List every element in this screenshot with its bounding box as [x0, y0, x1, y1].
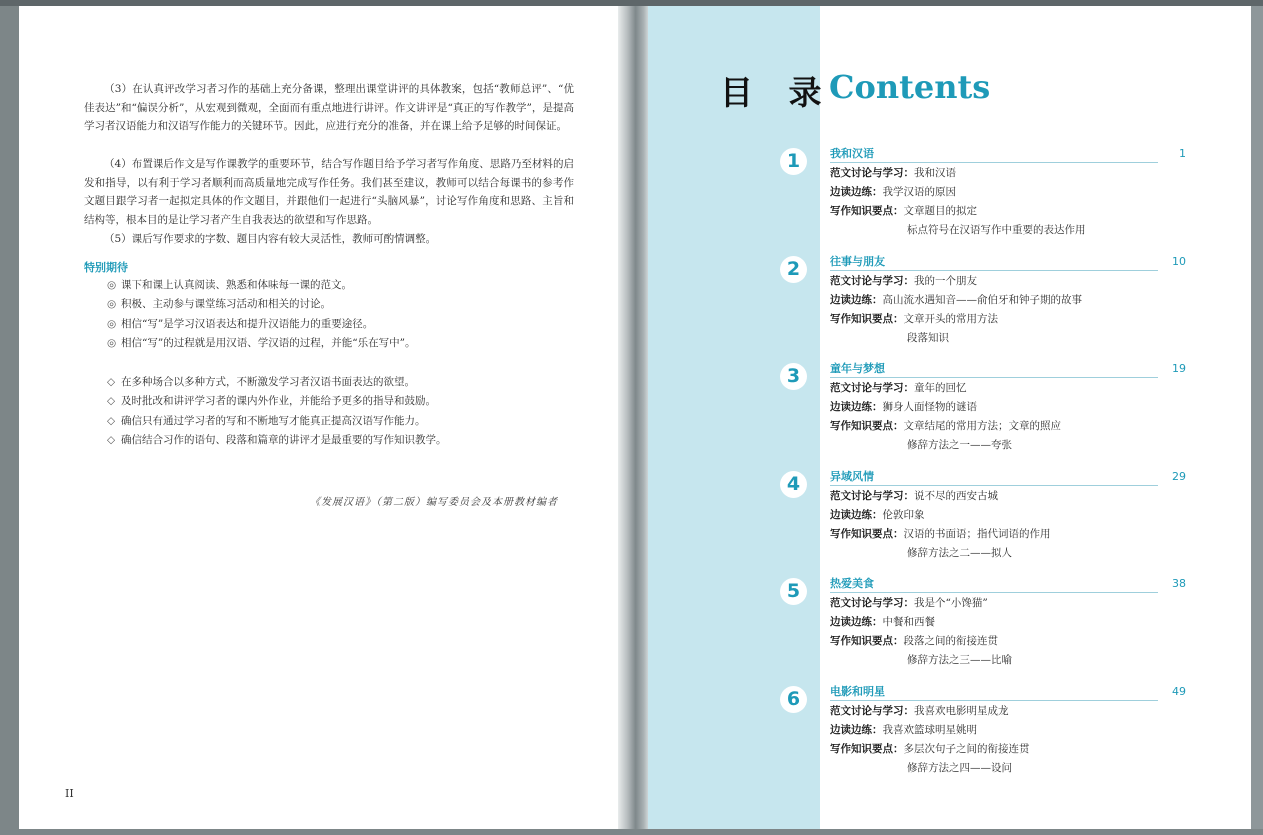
paragraph-3: （3）在认真评改学习者习作的基础上充分备课，整理出课堂讲评的具体教案，包括“教师总评”、“优佳表达”和“偏误分析”，从宏观到微观，全面而有重点地进行讲评。作文讲评是“真正的写作教学”，是提高学习者汉语能力和汉语写作能力的关键环节。因此，应进行充分的准备，并在课上给予足够的时间保证。 — [84, 83, 574, 133]
entry-label: 写作知识要点： — [830, 635, 904, 647]
entry-label: 写作知识要点： — [830, 312, 904, 325]
list-item: ◎ 课下和课上认真阅读、熟悉和体味每一课的范文。 — [107, 276, 415, 295]
unit-page-number[interactable]: 38 — [1172, 577, 1186, 590]
unit-entry[interactable] — [830, 274, 977, 288]
entry-label: 写作知识要点： — [830, 742, 904, 755]
unit-entry[interactable] — [830, 400, 977, 414]
entry-text: 我和汉语 — [914, 167, 956, 179]
entry-text: 童年的回忆 — [914, 382, 967, 394]
entry-text: 伦敦印象 — [882, 508, 925, 521]
unit-entry[interactable] — [830, 704, 1009, 718]
entry-text: 中餐和西餐 — [882, 616, 935, 628]
unit-page-number[interactable]: 10 — [1172, 254, 1186, 268]
unit-title-link[interactable]: 我和汉语 — [830, 147, 1158, 163]
unit-entry[interactable] — [830, 742, 1030, 756]
entry-label: 边读边练： — [830, 293, 883, 306]
unit-entry[interactable] — [830, 489, 998, 503]
bullet-icon: ◎ — [107, 298, 117, 311]
unit-title-link[interactable]: 童年与梦想 — [830, 362, 1158, 378]
page-number: II — [65, 787, 74, 800]
entry-label: 范文讨论与学习： — [830, 382, 914, 394]
entry-text: 我的一个朋友 — [914, 274, 977, 287]
entry-text: 汉语的书面语；指代词语的作用 — [903, 527, 1051, 540]
unit-entry[interactable] — [830, 527, 1051, 541]
bullet-icon: ◎ — [107, 337, 117, 350]
list-item: ◎ 相信“写”的过程就是用汉语、学汉语的过程，并能“乐在写中”。 — [107, 334, 415, 353]
entry-text: 文章题目的拟定 — [903, 205, 977, 217]
unit-number-badge: 2 — [780, 256, 807, 283]
entry-label: 范文讨论与学习： — [830, 167, 914, 179]
unit-page-number[interactable]: 19 — [1172, 362, 1186, 375]
list-item: ◇ 及时批改和讲评学习者的课内外作业，并能给予更多的指导和鼓励。 — [107, 392, 447, 411]
unit-entry[interactable] — [830, 185, 956, 199]
unit-entry[interactable] — [830, 166, 956, 180]
entry-text: 段落之间的衔接连贯 — [903, 635, 998, 647]
unit-entry-continued[interactable]: 修辞方法之三——比喻 — [907, 654, 1012, 666]
entry-text: 文章开头的常用方法 — [903, 312, 998, 325]
unit-entry-continued[interactable]: 段落知识 — [907, 331, 949, 344]
viewer-right-edge — [1251, 6, 1263, 829]
list-item: ◇ 在多种场合以多种方式，不断激发学习者汉语书面表达的欲望。 — [107, 373, 447, 392]
entry-label: 边读边练： — [830, 508, 883, 521]
bullet-icon: ◎ — [107, 279, 117, 291]
entry-text: 多层次句子之间的衔接连贯 — [903, 742, 1030, 755]
entry-text: 我是个“小馋猫” — [914, 597, 988, 609]
unit-title-link[interactable]: 电影和明星 — [830, 685, 1158, 701]
entry-text: 狮身人面怪物的谜语 — [882, 401, 977, 413]
unit-entry-continued[interactable]: 标点符号在汉语写作中重要的表达作用 — [907, 224, 1086, 236]
unit-entry[interactable] — [830, 204, 977, 218]
entry-text: 我喜欢电影明星成龙 — [914, 704, 1009, 717]
unit-number-badge: 6 — [780, 686, 807, 713]
bullet-icon: ◇ — [107, 434, 116, 447]
bullet-icon: ◇ — [107, 376, 116, 388]
list-item: ◎ 相信“写”是学习汉语表达和提升汉语能力的重要途径。 — [107, 315, 415, 334]
unit-number-badge: 4 — [780, 471, 807, 498]
bullet-icon: ◎ — [107, 317, 117, 330]
unit-entry[interactable] — [830, 723, 977, 737]
entry-label: 边读边练： — [830, 401, 883, 413]
list-item: ◎ 积极、主动参与课堂练习活动和相关的讨论。 — [107, 295, 415, 314]
editor-signature: 《发展汉语》（第二版）编写委员会及本册教材编者 — [310, 497, 558, 508]
unit-entry-continued[interactable]: 修辞方法之四——设问 — [907, 761, 1012, 774]
unit-page-number[interactable]: 1 — [1179, 147, 1186, 160]
unit-title-link[interactable]: 热爱美食 — [830, 577, 1158, 593]
bullet-icon: ◇ — [107, 395, 116, 408]
entry-label: 范文讨论与学习： — [830, 704, 914, 717]
entry-text: 我喜欢篮球明星姚明 — [882, 723, 977, 736]
unit-title-link[interactable]: 异域风情 — [830, 470, 1158, 486]
section-title: 特别期待 — [84, 261, 128, 274]
unit-entry[interactable] — [830, 381, 967, 395]
unit-number-badge: 5 — [780, 578, 807, 605]
unit-page-number[interactable]: 49 — [1172, 684, 1186, 698]
unit-entry[interactable] — [830, 596, 988, 610]
entry-label: 范文讨论与学习： — [830, 489, 914, 502]
entry-label: 边读边练： — [830, 616, 883, 628]
unit-entry-continued[interactable]: 修辞方法之一——夸张 — [907, 439, 1012, 451]
unit-number-badge: 3 — [780, 363, 807, 390]
unit-page-number[interactable]: 29 — [1172, 469, 1186, 483]
unit-entry[interactable] — [830, 293, 1082, 307]
entry-text: 文章结尾的常用方法；文章的照应 — [903, 420, 1061, 432]
entry-label: 边读边练： — [830, 723, 883, 736]
entry-label: 范文讨论与学习： — [830, 274, 914, 287]
toc-title-english: Contents — [829, 68, 991, 106]
entry-label: 范文讨论与学习： — [830, 597, 914, 609]
unit-number-badge: 1 — [780, 148, 807, 175]
entry-text: 我学汉语的原因 — [882, 186, 956, 198]
book-spine — [618, 6, 650, 829]
entry-label: 写作知识要点： — [830, 205, 904, 217]
unit-entry[interactable] — [830, 634, 998, 648]
paragraph-4: （4）布置课后作文是写作课教学的重要环节，结合写作题目给予学习者写作角度、思路乃至材料的启发和指导，以有利于学习者顺利而高质量地完成写作任务。我们甚至建议，教师可以结合每课书的参考作文题目跟学习者一起拟定具体的作文题目，并跟他们一起进行“头脑风暴”，讨论写作角度和思路、主旨和结构等，根本目的是让学习者产生自我表达的欲望和写作思路。 — [84, 158, 574, 227]
toc-title-chinese: 目 录 — [720, 73, 834, 112]
list-item: ◇ 确信结合习作的语句、段落和篇章的讲评才是最重要的写作知识教学。 — [107, 431, 447, 450]
unit-entry-continued[interactable]: 修辞方法之二——拟人 — [907, 546, 1012, 559]
list-item: ◇ 确信只有通过学习者的写和不断地写才能真正提高汉语写作能力。 — [107, 412, 447, 431]
unit-title-link[interactable]: 往事与朋友 — [830, 255, 1158, 271]
unit-entry[interactable] — [830, 312, 998, 326]
unit-entry[interactable] — [830, 508, 925, 522]
student-expectations-list — [107, 276, 415, 354]
entry-label: 写作知识要点： — [830, 527, 904, 540]
paragraph-5: （5）课后写作要求的字数、题目内容有较大灵活性，教师可酌情调整。 — [104, 233, 437, 245]
bullet-icon: ◇ — [107, 414, 116, 427]
teacher-expectations-list — [107, 373, 447, 451]
entry-text: 说不尽的西安古城 — [914, 489, 998, 502]
entry-text: 高山流水遇知音——俞伯牙和钟子期的故事 — [882, 293, 1082, 306]
entry-label: 边读边练： — [830, 186, 883, 198]
entry-label: 写作知识要点： — [830, 420, 904, 432]
unit-entry[interactable] — [830, 419, 1061, 433]
unit-entry[interactable] — [830, 615, 935, 629]
